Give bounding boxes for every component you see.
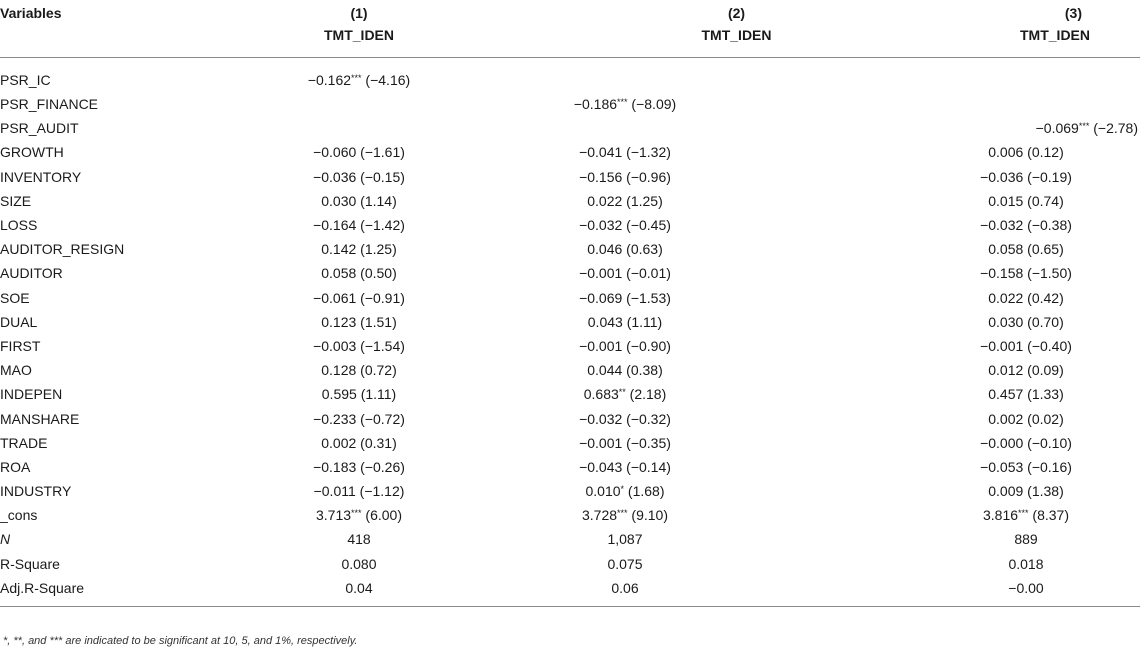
table-cell-c1 xyxy=(270,334,448,358)
table-cell-c3 xyxy=(802,552,1140,576)
table-cell-c3 xyxy=(802,479,1140,503)
table-header xyxy=(0,0,1140,58)
row-label: AUDITOR xyxy=(0,265,63,282)
table-cell-c1 xyxy=(270,58,448,93)
cell-value: 0.018 xyxy=(1008,555,1044,572)
table-cell-c1 xyxy=(270,213,448,237)
cell-value: −0.003 (−1.54) xyxy=(313,337,405,354)
table-cell-c2 xyxy=(448,431,802,455)
cell-value: 0.128 (0.72) xyxy=(321,362,397,379)
table-cell-c3 xyxy=(802,140,1140,164)
table-row xyxy=(0,116,1140,140)
table-cell-c2 xyxy=(448,552,802,576)
cell-value: 3.728 xyxy=(581,507,618,524)
table-cell-c3 xyxy=(802,58,1140,93)
table-cell-c2 xyxy=(448,237,802,261)
table-row xyxy=(0,261,1140,285)
row-label: PSR_FINANCE xyxy=(0,96,99,113)
significance-stars: *** xyxy=(617,508,628,519)
table-cell-c2 xyxy=(448,58,802,93)
table-cell-c1 xyxy=(270,527,448,551)
table-row xyxy=(0,552,1140,576)
cell-value: −0.053 (−0.16) xyxy=(980,458,1072,475)
table-body xyxy=(0,58,1140,607)
cell-value: −0.233 (−0.72) xyxy=(313,410,405,427)
table-cell-c2 xyxy=(448,213,802,237)
table-cell-c3 xyxy=(802,237,1140,261)
cell-value: 0.022 (1.25) xyxy=(587,192,663,209)
row-label: Adj.R-Square xyxy=(0,579,85,596)
table-cell-c3 xyxy=(802,455,1140,479)
table-row xyxy=(0,527,1140,551)
table-row xyxy=(0,358,1140,382)
significance-stars: *** xyxy=(351,508,362,519)
cell-value: 0.009 (1.38) xyxy=(988,483,1064,500)
cell-value: −0.000 (−0.10) xyxy=(980,434,1072,451)
row-label: FIRST xyxy=(0,337,41,354)
cell-value: −0.158 (−1.50) xyxy=(980,265,1072,282)
significance-stars: * xyxy=(620,484,625,495)
table-cell-c2 xyxy=(448,503,802,527)
cell-value: −0.032 (−0.32) xyxy=(579,410,671,427)
row-label: INDEPEN xyxy=(0,386,63,403)
table-cell-c1 xyxy=(270,261,448,285)
col3-number-header: (3) xyxy=(1064,5,1082,21)
table-cell-c2 xyxy=(448,479,802,503)
table-row xyxy=(0,479,1140,503)
table-row xyxy=(0,213,1140,237)
cell-value: 0.012 (0.09) xyxy=(988,362,1064,379)
table-cell-c2 xyxy=(448,116,802,140)
cell-value: −0.001 (−0.35) xyxy=(579,434,671,451)
table-cell-c2 xyxy=(448,527,802,551)
table-row xyxy=(0,58,1140,93)
cell-value: −0.001 (−0.01) xyxy=(579,265,671,282)
table-cell-c1 xyxy=(270,165,448,189)
cell-value: −0.162 xyxy=(307,72,352,88)
cell-value: 0.595 (1.11) xyxy=(321,386,397,403)
table-row xyxy=(0,140,1140,164)
row-label: TRADE xyxy=(0,434,48,451)
cell-value: −0.164 (−1.42) xyxy=(313,217,405,234)
cell-value: −0.069 xyxy=(1035,120,1079,137)
table-cell-c1 xyxy=(270,358,448,382)
cell-value: 0.075 xyxy=(607,555,643,572)
row-label: PSR_AUDIT xyxy=(0,120,79,137)
table-cell-c1 xyxy=(270,552,448,576)
row-label: MAO xyxy=(0,362,32,379)
cell-value: 889 xyxy=(1014,531,1038,548)
table-row xyxy=(0,576,1140,607)
table-cell-c1 xyxy=(270,382,448,406)
table-cell-c2 xyxy=(448,310,802,334)
row-label: GROWTH xyxy=(0,144,64,161)
table-cell-c1 xyxy=(270,189,448,213)
cell-value: 0.457 (1.33) xyxy=(988,386,1064,403)
table-cell-c2 xyxy=(448,382,802,406)
cell-value: 0.06 xyxy=(611,579,639,596)
row-label: PSR_IC xyxy=(0,72,51,88)
cell-value: 0.080 xyxy=(341,555,377,572)
table-cell-c1 xyxy=(270,140,448,164)
table-row xyxy=(0,237,1140,261)
cell-value: 0.058 (0.50) xyxy=(321,265,397,282)
cell-value: 0.022 (0.42) xyxy=(988,289,1064,306)
table-cell-c3 xyxy=(802,358,1140,382)
cell-value: 0.142 (1.25) xyxy=(321,241,397,258)
cell-value: 0.002 (0.31) xyxy=(321,434,397,451)
table-row xyxy=(0,503,1140,527)
cell-value: 1,087 xyxy=(607,531,643,548)
cell-value: −0.032 (−0.45) xyxy=(579,217,671,234)
cell-value: −0.00 xyxy=(1008,579,1044,596)
row-label: R-Square xyxy=(0,555,60,572)
significance-stars: *** xyxy=(1018,508,1029,519)
table-cell-c3 xyxy=(802,334,1140,358)
table-cell-c1 xyxy=(270,431,448,455)
table-cell-c3 xyxy=(802,382,1140,406)
table-cell-c1 xyxy=(270,310,448,334)
cell-value: −0.036 (−0.15) xyxy=(313,168,405,185)
cell-value: −0.041 (−1.32) xyxy=(579,144,671,161)
cell-value: 0.04 xyxy=(345,579,373,596)
table-cell-c2 xyxy=(448,455,802,479)
cell-value: 0.046 (0.63) xyxy=(587,241,663,258)
cell-value: −0.001 (−0.90) xyxy=(579,337,671,354)
row-label: MANSHARE xyxy=(0,410,80,427)
cell-value: 0.010 xyxy=(585,483,621,500)
cell-value: −0.183 (−0.26) xyxy=(313,458,405,475)
table-cell-c3 xyxy=(802,431,1140,455)
table-cell-c2 xyxy=(448,406,802,430)
significance-stars: *** xyxy=(351,73,362,83)
col1-number-header: (1) xyxy=(350,5,368,21)
cell-tstat: (6.00) xyxy=(361,507,403,524)
cell-value: −0.060 (−1.61) xyxy=(313,144,405,161)
table-cell-c2 xyxy=(448,189,802,213)
table-cell-c3 xyxy=(802,213,1140,237)
cell-value: 0.043 (1.11) xyxy=(587,313,663,330)
table-row xyxy=(0,431,1140,455)
row-label: SOE xyxy=(0,289,30,306)
cell-tstat: (1.68) xyxy=(624,483,665,500)
cell-tstat: (−8.09) xyxy=(627,96,677,113)
cell-value: 418 xyxy=(347,531,371,548)
cell-value: −0.001 (−0.40) xyxy=(980,337,1072,354)
table-row xyxy=(0,189,1140,213)
row-label: _cons xyxy=(0,507,38,524)
table-row xyxy=(0,455,1140,479)
table-cell-c3 xyxy=(802,92,1140,116)
cell-tstat: (9.10) xyxy=(627,507,669,524)
table-cell-c3 xyxy=(802,527,1140,551)
cell-tstat: (−4.16) xyxy=(361,72,411,88)
table-cell-c1 xyxy=(270,116,448,140)
table-cell-c3 xyxy=(802,165,1140,189)
table-row xyxy=(0,286,1140,310)
row-label: AUDITOR_RESIGN xyxy=(0,241,125,258)
table-cell-c2 xyxy=(448,334,802,358)
table-cell-c1 xyxy=(270,406,448,430)
table-cell-c1 xyxy=(270,503,448,527)
table-cell-c3 xyxy=(802,576,1140,607)
cell-tstat: (8.37) xyxy=(1028,507,1070,524)
table-cell-c2 xyxy=(448,358,802,382)
cell-value: −0.043 (−0.14) xyxy=(579,458,671,475)
row-label: N xyxy=(0,531,11,548)
table-footnote: *, **, and *** are indicated to be significant at 10, 5, and 1%, respectively. xyxy=(3,635,358,647)
cell-value: 0.683 xyxy=(583,386,619,403)
cell-value: −0.069 (−1.53) xyxy=(579,289,671,306)
table-cell-c1 xyxy=(270,286,448,310)
table-cell-c2 xyxy=(448,140,802,164)
table-cell-c1 xyxy=(270,237,448,261)
cell-value: 0.030 (1.14) xyxy=(321,192,397,209)
variables-header: Variables xyxy=(0,5,62,21)
col1-dv-header: TMT_IDEN xyxy=(324,27,394,43)
cell-tstat: (−2.78) xyxy=(1089,120,1138,137)
cell-value: 0.058 (0.65) xyxy=(988,241,1064,258)
cell-value: 0.002 (0.02) xyxy=(988,410,1064,427)
table-cell-c3 xyxy=(802,503,1140,527)
table-row xyxy=(0,406,1140,430)
cell-value: −0.186 xyxy=(573,96,618,113)
cell-value: −0.032 (−0.38) xyxy=(980,217,1072,234)
row-label: INVENTORY xyxy=(0,168,82,185)
table-cell-c1 xyxy=(270,576,448,607)
row-label: ROA xyxy=(0,458,31,475)
table-cell-c3 xyxy=(802,406,1140,430)
table-row xyxy=(0,165,1140,189)
cell-value: 0.015 (0.74) xyxy=(988,192,1064,209)
table-cell-c3 xyxy=(802,261,1140,285)
table-cell-c2 xyxy=(448,165,802,189)
cell-value: −0.156 (−0.96) xyxy=(579,168,671,185)
row-label: DUAL xyxy=(0,313,38,330)
cell-value: −0.036 (−0.19) xyxy=(980,168,1072,185)
cell-value: 0.006 (0.12) xyxy=(988,144,1064,161)
table-cell-c1 xyxy=(270,455,448,479)
table-cell-c2 xyxy=(448,92,802,116)
col3-dv-header: TMT_IDEN xyxy=(1020,27,1090,43)
table-cell-c3 xyxy=(802,286,1140,310)
significance-stars: ** xyxy=(618,387,626,398)
table-cell-c3 xyxy=(802,116,1140,140)
row-label: INDUSTRY xyxy=(0,483,72,500)
table-row xyxy=(0,382,1140,406)
row-label: LOSS xyxy=(0,217,38,234)
table-row xyxy=(0,310,1140,334)
cell-value: 0.123 (1.51) xyxy=(321,313,397,330)
col2-number-header: (2) xyxy=(727,5,746,21)
table-cell-c1 xyxy=(270,479,448,503)
table-cell-c2 xyxy=(448,286,802,310)
cell-value: 0.044 (0.38) xyxy=(587,362,663,379)
cell-value: 3.816 xyxy=(982,507,1019,524)
table-row xyxy=(0,92,1140,116)
cell-value: −0.061 (−0.91) xyxy=(313,289,405,306)
significance-stars: *** xyxy=(617,97,628,108)
significance-stars: *** xyxy=(1078,121,1090,132)
row-label: SIZE xyxy=(0,192,32,209)
table-cell-c2 xyxy=(448,261,802,285)
table-cell-c1 xyxy=(270,92,448,116)
cell-value: 0.030 (0.70) xyxy=(988,313,1064,330)
table-row xyxy=(0,334,1140,358)
cell-tstat: (2.18) xyxy=(625,386,667,403)
table-cell-c3 xyxy=(802,189,1140,213)
col2-dv-header: TMT_IDEN xyxy=(701,27,772,43)
table-cell-c3 xyxy=(802,310,1140,334)
table-cell-c2 xyxy=(448,576,802,607)
cell-value: 3.713 xyxy=(315,507,352,524)
cell-value: −0.011 (−1.12) xyxy=(313,483,405,500)
